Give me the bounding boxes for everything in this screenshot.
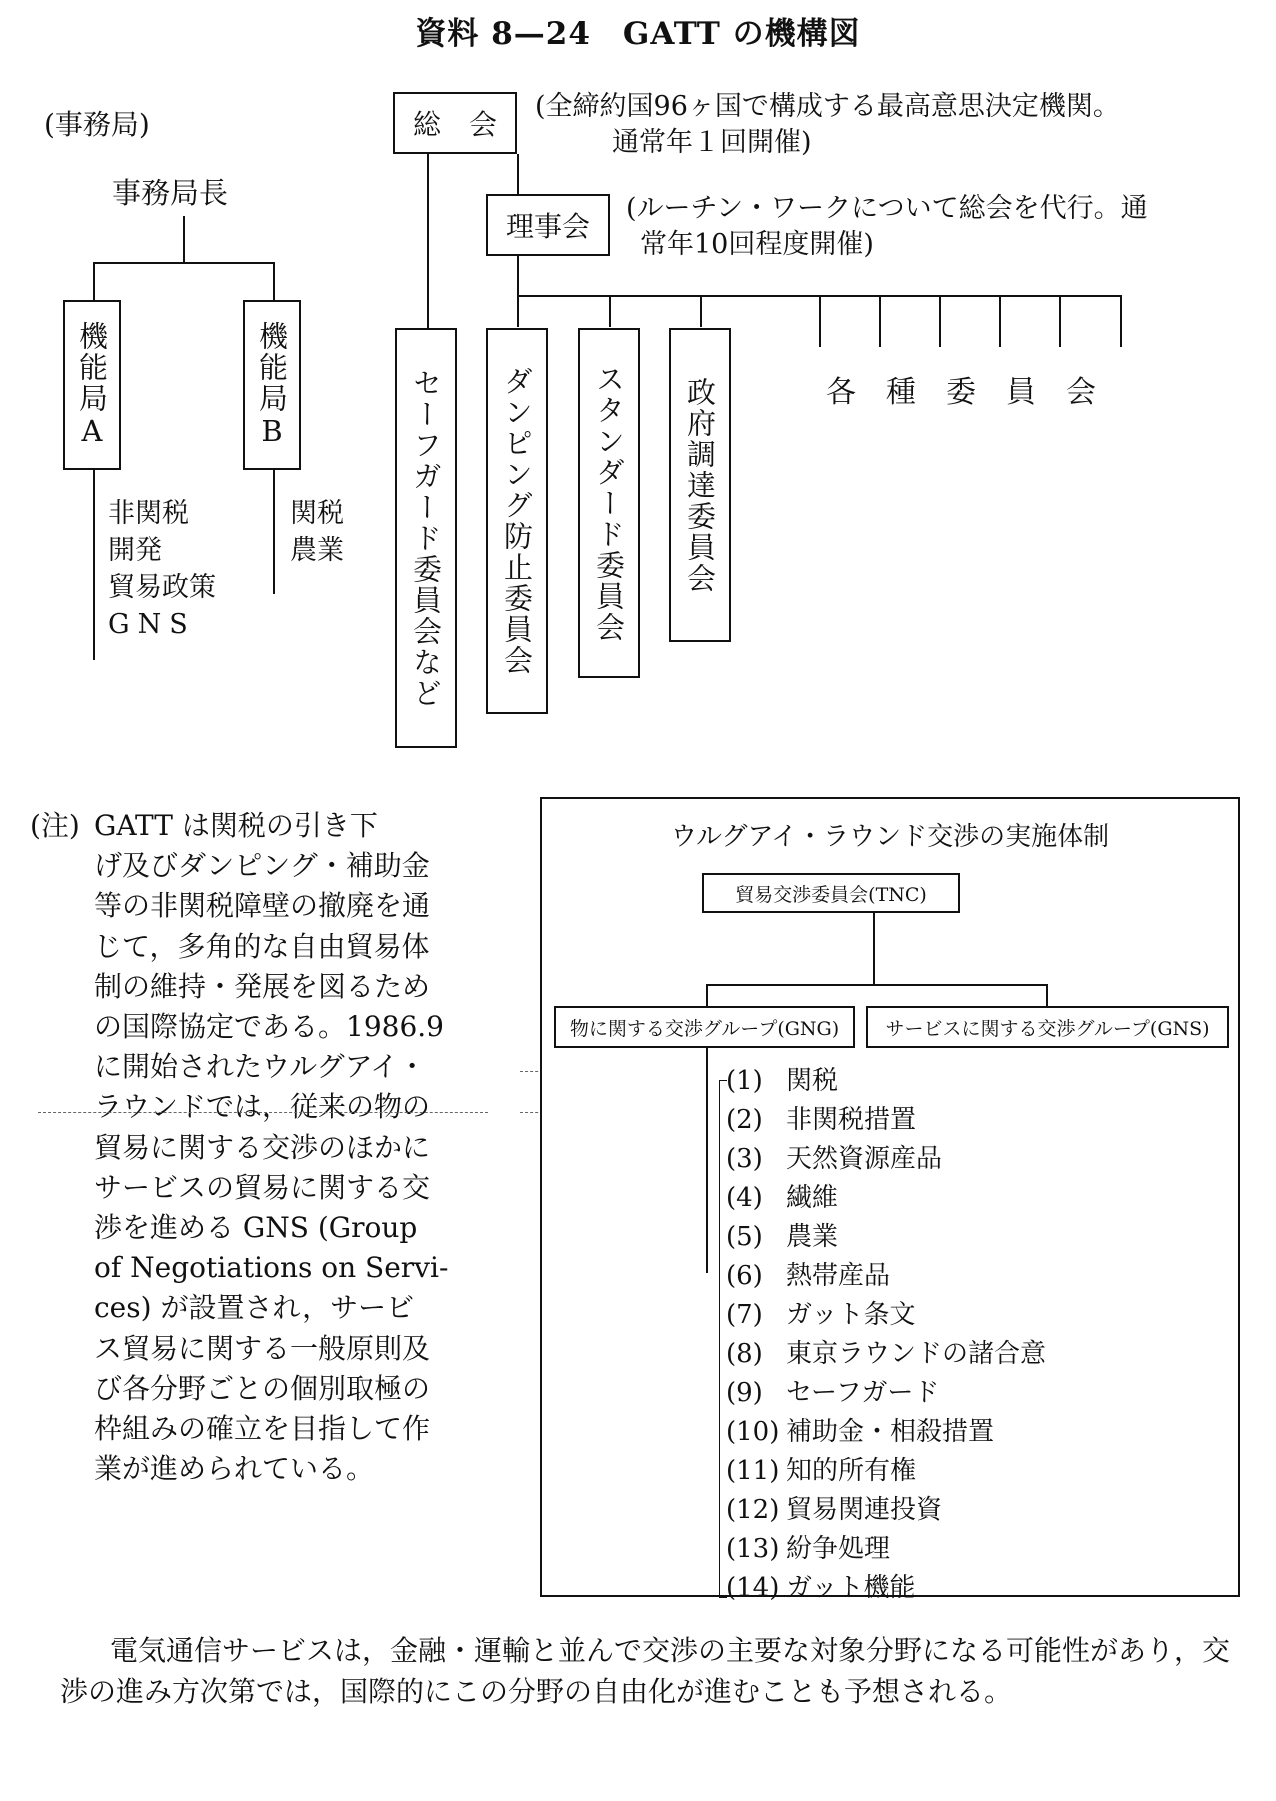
list-item: (11) 知的所有権: [726, 1456, 917, 1486]
secretary-general-label: 事務局長: [112, 176, 229, 210]
list-item: (14) ガット機能: [726, 1573, 916, 1603]
various-committees-label: 各 種 委 員 会: [826, 375, 1096, 410]
connector-line: [1059, 295, 1061, 347]
connector-line: [273, 262, 275, 302]
committee-label: 政府調達委員会: [683, 376, 717, 594]
note-line: 制の維持・発展を図るため: [94, 969, 431, 1003]
bureau-a-item: 開発: [108, 535, 162, 566]
secretariat-label: (事務局): [44, 108, 150, 141]
note-line: 渉を進める GNS (Group: [94, 1211, 418, 1245]
note-line: 貿易に関する交渉のほかに: [94, 1130, 431, 1164]
list-item: (9) セーフガード: [726, 1378, 940, 1408]
bureau-b-box: [243, 300, 301, 470]
note-line: の国際協定である。1986.9: [94, 1010, 444, 1044]
council-box: [486, 194, 610, 256]
list-item: (13) 紛争処理: [726, 1534, 891, 1564]
gng-label: 物に関する交渉グループ(GNG): [569, 1017, 840, 1040]
connector-line: [873, 913, 875, 985]
list-item: (2) 非関税措置: [726, 1105, 917, 1135]
note-line: 枠組みの確立を目指して作: [94, 1412, 431, 1446]
connector-line: [517, 295, 519, 327]
bureau-b-item: 農業: [290, 535, 344, 566]
general-assembly-box: [393, 92, 517, 154]
list-item: (6) 熱帯産品: [726, 1261, 891, 1291]
committee-label: セーフガード委員会など: [409, 367, 443, 709]
note-line: び各分野ごとの個別取極の: [94, 1371, 431, 1405]
connector-line: [273, 470, 275, 594]
committee-label: スタンダード委員会: [592, 363, 626, 643]
tnc-box: [702, 873, 960, 913]
list-item: (8) 東京ラウンドの諸合意: [726, 1339, 1047, 1369]
bureau-b-label: 機能局B: [255, 320, 289, 450]
note-line: GATT は関税の引き下: [94, 809, 378, 842]
note-label: (注): [30, 809, 80, 842]
connector-line: [517, 256, 519, 296]
connector-line: [819, 295, 821, 347]
connector-line: [609, 295, 611, 327]
connector-line: [719, 1080, 720, 1598]
gng-box: [554, 1006, 855, 1048]
council-note: 常年10回程度開催): [640, 229, 874, 260]
body-paragraph: 電気通信サービスは，金融・運輸と並んで交渉の主要な対象分野になる可能性があり，交渉の進み方次第では，国際的にこの分野の自由化が進むことも予想される。: [60, 1634, 1231, 1708]
dashed-rule: [38, 1112, 488, 1113]
committee-label: ダンピング防止委員会: [500, 366, 534, 676]
negotiation-group-list: [726, 1062, 1046, 1608]
note-line: ス貿易に関する一般原則及: [94, 1331, 431, 1365]
connector-line: [700, 295, 702, 327]
list-item: (1) 関税: [726, 1066, 839, 1096]
note-line: じて，多角的な自由貿易体: [94, 929, 430, 963]
list-item: (7) ガット条文: [726, 1300, 916, 1330]
council-label: 理事会: [505, 210, 590, 243]
safeguard-committee-box: [395, 328, 457, 748]
connector-line: [706, 984, 1046, 986]
note-line: of Negotiations on Servi-: [94, 1251, 449, 1285]
connector-line: [427, 154, 429, 330]
connector-line: [879, 295, 881, 347]
general-assembly-note: (全締約国96ヶ国で構成する最高意思決定機関。: [535, 91, 1120, 122]
connector-line: [93, 262, 95, 302]
note-line: 業が進められている。: [94, 1452, 375, 1486]
bureau-b-item: 関税: [290, 498, 344, 529]
list-item: (3) 天然資源産品: [726, 1144, 943, 1174]
note-line: ラウンドでは，従来の物の: [94, 1090, 431, 1124]
connector-line: [999, 295, 1001, 347]
gns-box: [866, 1006, 1229, 1048]
connector-line: [183, 216, 185, 262]
connector-line: [517, 154, 519, 196]
connector-line: [93, 262, 274, 264]
note-line: げ及びダンピング・補助金: [94, 849, 430, 883]
note-text: [30, 806, 500, 1489]
connector-line: [1046, 984, 1048, 1008]
uruguay-round-title: ウルグアイ・ラウンド交渉の実施体制: [670, 822, 1110, 852]
page-title: 資料 8—24 GATT の機構図: [415, 16, 861, 52]
connector-line: [706, 1048, 708, 1273]
note-line: サービスの貿易に関する交: [94, 1170, 431, 1204]
anti-dumping-committee-box: [486, 328, 548, 714]
list-item: (4) 繊維: [726, 1183, 839, 1213]
list-item: (5) 農業: [726, 1222, 839, 1252]
tnc-label: 貿易交渉委員会(TNC): [735, 883, 927, 906]
note-line: 等の非関税障壁の撤廃を通: [94, 889, 431, 923]
bureau-a-item: 非関税: [108, 498, 189, 529]
bureau-a-item: GNS: [108, 609, 196, 640]
bureau-a-label: 機能局A: [75, 320, 109, 450]
gns-label: サービスに関する交渉グループ(GNS): [885, 1017, 1210, 1040]
government-procurement-committee-box: [669, 328, 731, 642]
connector-line: [706, 984, 708, 1008]
note-line: ces) が設置され，サービ: [94, 1291, 415, 1325]
list-item: (10) 補助金・相殺措置: [726, 1417, 995, 1447]
bureau-a-box: [63, 300, 121, 470]
note-line: に開始されたウルグアイ・: [94, 1050, 427, 1084]
bureau-a-item: 貿易政策: [108, 572, 216, 603]
list-item: (12) 貿易関連投資: [726, 1495, 943, 1525]
general-assembly-label: 総 会: [412, 108, 497, 141]
general-assembly-note: 通常年１回開催): [612, 127, 812, 158]
connector-line: [1120, 295, 1122, 347]
council-note: (ルーチン・ワークについて総会を代行。通: [626, 193, 1148, 224]
connector-line: [93, 470, 95, 660]
connector-line: [939, 295, 941, 347]
standards-committee-box: [578, 328, 640, 678]
